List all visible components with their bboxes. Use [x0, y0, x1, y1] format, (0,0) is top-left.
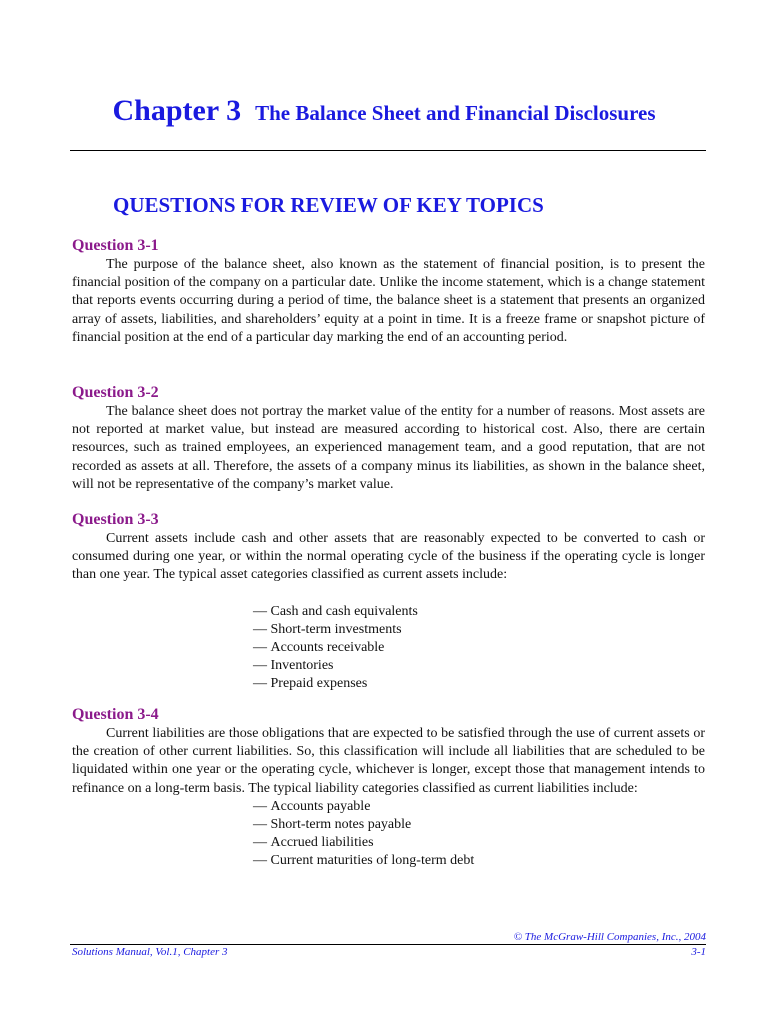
question-body: Current assets include cash and other assets that are reasonably expected to be converted to cash or consumed during one year, or within the normal operating cycle of the business if the operating cycle is longer than one year. The typical asset categories classified as current assets include: [72, 531, 705, 583]
footer-source: Solutions Manual, Vol.1, Chapter 3 [72, 946, 228, 958]
question-3-1 [72, 236, 705, 347]
list-item: — Accrued liabilities [253, 834, 705, 852]
question-title: Question 3-2 [72, 384, 159, 401]
list-item: — Accounts receivable [253, 639, 705, 657]
question-body: Current liabilities are those obligations that are expected to be satisfied through the use of current assets or the creation of other current liabilities. So, this classification will include all liabilities that are scheduled to be liquidated within one year or the operating cycle, whichever is longer, except those that management intends to refinance on a long-term basis. The typical liability categories classified as current liabilities include: [72, 726, 705, 796]
list-item: — Cash and cash equivalents [253, 603, 705, 621]
question-title: Question 3-4 [72, 706, 159, 723]
chapter-header [0, 94, 768, 128]
footer-divider [70, 944, 706, 945]
list-item: — Inventories [253, 657, 705, 675]
question-3-4 [72, 705, 705, 871]
chapter-title: The Balance Sheet and Financial Disclosures [255, 101, 656, 125]
list-item: — Prepaid expenses [253, 675, 705, 693]
list-item: — Current maturities of long-term debt [253, 852, 705, 870]
list-item: — Short-term notes payable [253, 816, 705, 834]
list-item: — Short-term investments [253, 621, 705, 639]
question-title: Question 3-1 [72, 237, 159, 254]
question-body: The purpose of the balance sheet, also known as the statement of financial position, is to present the financial position of the company on a particular date. Unlike the income statement, which is a change statement that reports events occurring during a period of time, the balance sheet is a statement that presents an organized array of assets, liabilities, and shareholders’ equity at a point in time. It is a freeze frame or snapshot picture of financial position at the end of a particular day marking the end of an accounting period. [72, 257, 705, 345]
question-3-3 [72, 510, 705, 694]
question-3-2 [72, 383, 705, 494]
current-liabilities-list [72, 798, 705, 871]
question-body: The balance sheet does not portray the market value of the entity for a number of reasons. Most assets are not reported at market value, but instead are measured according to historical cost. Also, there are certain resources, such as trained employees, an experienced management team, and a good reputation, that are not recorded as assets at all. Therefore, the assets of a company minus its liabilities, as shown in the balance sheet, will not be representative of the company’s market value. [72, 404, 705, 492]
question-title: Question 3-3 [72, 511, 159, 528]
chapter-number: Chapter 3 [112, 94, 242, 127]
section-heading: QUESTIONS FOR REVIEW OF KEY TOPICS [113, 193, 544, 217]
page-number: 3-1 [691, 946, 706, 958]
current-assets-list [72, 603, 705, 694]
footer-copyright: © The McGraw-Hill Companies, Inc., 2004 [513, 931, 706, 943]
header-divider [70, 150, 706, 151]
list-item: — Accounts payable [253, 798, 705, 816]
